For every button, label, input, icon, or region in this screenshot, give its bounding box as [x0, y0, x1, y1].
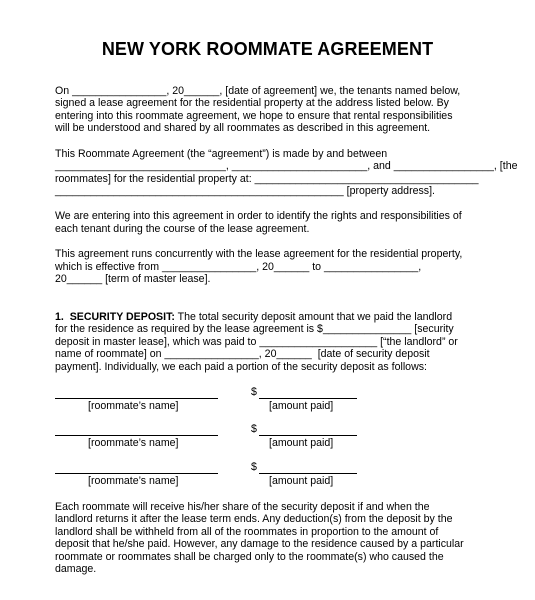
intro-line: On ________________, 20______, [date of agreement] we, the tenants named below, [55, 85, 461, 97]
refund-line: damage. [55, 563, 97, 575]
security-first-line-text: The total security deposit amount that we paid the landlord [174, 311, 453, 323]
security-deposit-heading: 1. SECURITY DEPOSIT: [55, 311, 175, 323]
amount-paid-line[interactable] [259, 435, 357, 436]
security-line: payment]. Individually, we each paid a portion of the security deposit as follows: [55, 361, 427, 373]
refund-line: deposit that he/she paid. However, any damage to the residence caused by a particular [55, 538, 464, 550]
dollar-sign: $ [251, 386, 257, 398]
security-first-line [55, 311, 452, 323]
roommate-name-line[interactable] [55, 398, 218, 399]
purpose-line: each tenant during the course of the lease agreement. [55, 223, 310, 235]
amount-paid-label: [amount paid] [269, 400, 334, 412]
amount-paid-label: [amount paid] [269, 475, 334, 487]
parties-line: roommates] for the residential property at: ______________________________________ [55, 173, 479, 185]
roommate-name-line[interactable] [55, 435, 218, 436]
amount-paid-line[interactable] [259, 473, 357, 474]
refund-line: landlord returns it after the lease term ends. Any deduction(s) from the deposit by the [55, 513, 453, 525]
security-line: deposit in master lease], which was paid to ____________________ [“the landlord” or [55, 336, 458, 348]
parties-line: _________________________________________________ [property address]. [55, 185, 435, 197]
parties-line: _____________________________, _______________________, and _________________, [the [55, 160, 518, 172]
refund-line: landlord shall be withheld from all of the roommates in proportion to the amount of [55, 526, 439, 538]
roommate-name-label: [roommate’s name] [88, 400, 179, 412]
dollar-sign: $ [251, 461, 257, 473]
roommate-name-label: [roommate’s name] [88, 437, 179, 449]
intro-line: entering into this roommate agreement, we hope to ensure that rental responsibilities [55, 110, 453, 122]
amount-paid-label: [amount paid] [269, 437, 334, 449]
intro-line: signed a lease agreement for the residential property at the address listed below. By [55, 97, 449, 109]
term-line: 20______ [term of master lease]. [55, 273, 211, 285]
term-line: which is effective from ________________, 20______ to ________________, [55, 261, 422, 273]
dollar-sign: $ [251, 423, 257, 435]
document-title: NEW YORK ROOMMATE AGREEMENT [101, 39, 434, 59]
refund-line: Each roommate will receive his/her share of the security deposit if and when the [55, 501, 430, 513]
roommate-name-line[interactable] [55, 473, 218, 474]
security-line: name of roommate] on ________________, 20______ [date of security deposit [55, 348, 430, 360]
refund-line: roommate or roommates shall be charged only to the roommate(s) who caused the [55, 551, 444, 563]
term-line: This agreement runs concurrently with the lease agreement for the residential property, [55, 248, 463, 260]
amount-paid-line[interactable] [259, 398, 357, 399]
purpose-line: We are entering into this agreement in order to identify the rights and responsibilities of [55, 210, 462, 222]
parties-line: This Roommate Agreement (the “agreement”) is made by and between [55, 148, 388, 160]
roommate-name-label: [roommate’s name] [88, 475, 179, 487]
intro-line: will be understood and shared by all roommates as described in this agreement. [55, 122, 431, 134]
security-line: for the residence as required by the lease agreement is $_______________ [security [55, 323, 454, 335]
